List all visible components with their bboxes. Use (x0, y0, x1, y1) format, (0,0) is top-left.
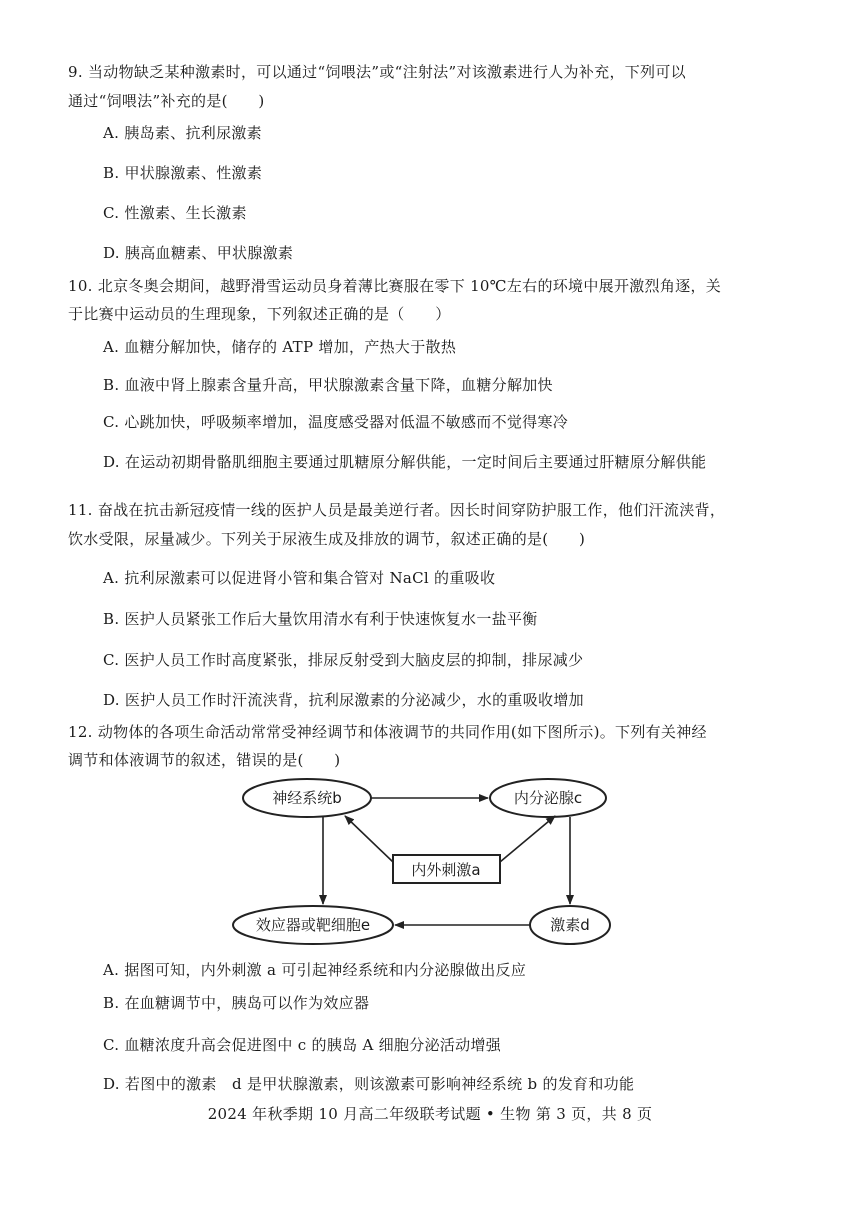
regulation-diagram (225, 770, 620, 950)
q12-stem-line2: 调节和体液调节的叙述，错误的是( ) (68, 751, 341, 769)
q11-option-a: A. 抗利尿激素可以促进肾小管和集合管对 NaCl 的重吸收 (103, 569, 496, 587)
q10-option-a: A. 血糖分解加快，储存的 ATP 增加，产热大于散热 (103, 338, 457, 356)
q12-option-c: C. 血糖浓度升高会促进图中 c 的胰岛 A 细胞分泌活动增强 (103, 1036, 502, 1054)
q9-option-a: A. 胰岛素、抗利尿激素 (103, 124, 262, 142)
q12-option-a: A. 据图可知，内外刺激 a 可引起神经系统和内分泌腺做出反应 (103, 961, 527, 979)
q10-option-d: D. 在运动初期骨骼肌细胞主要通过肌糖原分解供能，一定时间后主要通过肝糖原分解供能 (103, 453, 707, 471)
q12-stem-line1: 12. 动物体的各项生命活动常常受神经调节和体液调节的共同作用(如下图所示)。下列有关神经 (68, 723, 707, 741)
arrow-stimulus-to-nervous (345, 816, 393, 862)
q11-option-c: C. 医护人员工作时高度紧张，排尿反射受到大脑皮层的抑制，排尿减少 (103, 651, 584, 669)
q11-option-d: D. 医护人员工作时汗流浃背，抗利尿激素的分泌减少，水的重吸收增加 (103, 691, 584, 709)
hormone-label: 激素d (550, 916, 590, 934)
q10-option-c: C. 心跳加快，呼吸频率增加，温度感受器对低温不敏感而不觉得寒冷 (103, 413, 569, 431)
q9-option-b: B. 甲状腺激素、性激素 (103, 164, 263, 182)
q9-option-c: C. 性激素、生长激素 (103, 204, 247, 222)
endocrine-gland-label: 内分泌腺c (513, 789, 583, 807)
q11-stem-line1: 11. 奋战在抗击新冠疫情一线的医护人员是最美逆行者。因长时间穿防护服工作，他们汗流浃背， (68, 501, 726, 519)
arrow-stimulus-to-endocrine (500, 816, 555, 862)
q12-option-b: B. 在血糖调节中，胰岛可以作为效应器 (103, 994, 370, 1012)
q10-stem-line1: 10. 北京冬奥会期间，越野滑雪运动员身着薄比赛服在零下 10℃左右的环境中展开激烈角逐，关 (68, 277, 722, 295)
q12-option-d: D. 若图中的激素 d 是甲状腺激素，则该激素可影响神经系统 b 的发育和功能 (103, 1075, 635, 1093)
effector-label: 效应器或靶细胞e (255, 916, 371, 934)
nervous-system-label: 神经系统b (272, 789, 342, 807)
page-footer: 2024 年秋季期 10 月高二年级联考试题 • 生物 第 3 页，共 8 页 (207, 1105, 653, 1123)
q10-stem-line2: 于比赛中运动员的生理现象，下列叙述正确的是（ ） (68, 305, 451, 323)
q10-option-b: B. 血液中肾上腺素含量升高，甲状腺激素含量下降，血糖分解加快 (103, 376, 553, 394)
q9-option-d: D. 胰高血糖素、甲状腺激素 (103, 244, 294, 262)
stimulus-label: 内外刺激a (411, 861, 481, 879)
q11-stem-line2: 饮水受限，尿量减少。下列关于尿液生成及排放的调节，叙述正确的是( ) (68, 530, 586, 548)
q9-stem-line2: 通过“饲喂法”补充的是( ) (68, 92, 265, 110)
q9-stem-line1: 9. 当动物缺乏某种激素时，可以通过“饲喂法”或“注射法”对该激素进行人为补充，下列可以 (68, 63, 686, 81)
q11-option-b: B. 医护人员紧张工作后大量饮用清水有利于快速恢复水一盐平衡 (103, 610, 538, 628)
